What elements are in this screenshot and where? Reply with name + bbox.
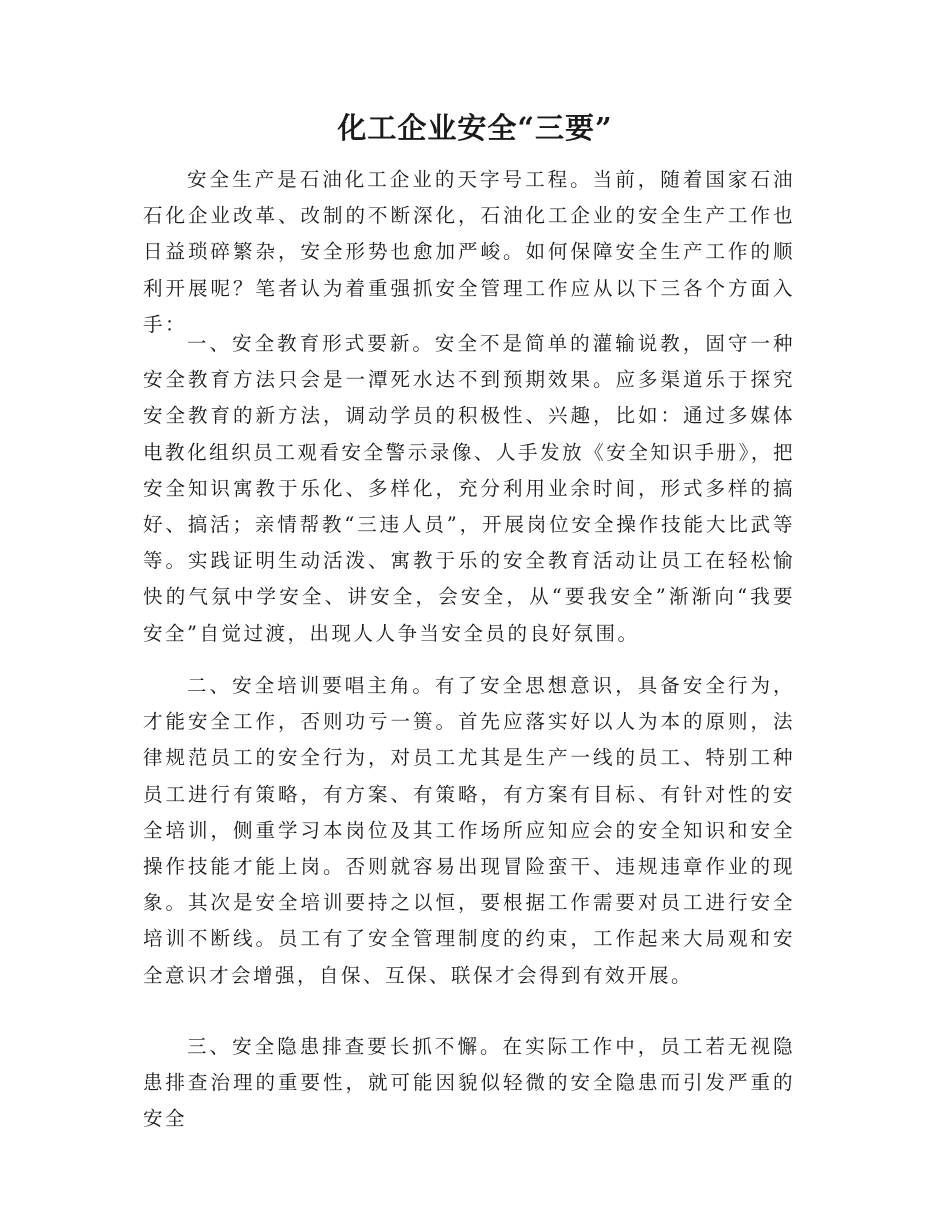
paragraph-hazard-inspection: 三、安全隐患排查要长抓不懈。在实际工作中，员工若无视隐患排查治理的重要性，就可能因貌似轻微的安全隐患而引发严重的安全 [143, 1035, 795, 1131]
document-title: 化工企业安全“三要” [337, 111, 613, 145]
paragraph-training: 二、安全培训要唱主角。有了安全思想意识，具备安全行为，才能安全工作，否则功亏一篑。首先应落实好以人为本的原则，法律规范员工的安全行为，对员工尤其是生产一线的员工、特别工种员工进行有策略，有方案、有策略，有方案有目标、有针对性的安全培训，侧重学习本岗位及其工作场所应知应会的安全知识和安全操作技能才能上岗。否则就容易出现冒险蛮干、违规违章作业的现象。其次是安全培训要持之以恒，要根据工作需要对员工进行安全培训不断线。员工有了安全管理制度的约束，工作起来大局观和安全意识才会增强，自保、互保、联保才会得到有效开展。 [143, 674, 795, 987]
paragraph-intro: 安全生产是石油化工企业的天字号工程。当前，随着国家石油石化企业改革、改制的不断深化，石油化工企业的安全生产工作也日益琐碎繁杂，安全形势也愈加严峻。如何保障安全生产工作的顺利开展呢？笔者认为着重强抓安全管理工作应从以下三各个方面入手： [143, 168, 795, 336]
paragraph-education: 一、安全教育形式要新。安全不是简单的灌输说教，固守一种安全教育方法只会是一潭死水达不到预期效果。应多渠道乐于探究安全教育的新方法，调动学员的积极性、兴趣，比如：通过多媒体电教化组织员工观看安全警示录像、人手发放《安全知识手册》，把安全知识寓教于乐化、多样化，充分利用业余时间，形式多样的搞好、搞活；亲情帮教“三违人员”，开展岗位安全操作技能大比武等等。实践证明生动活泼、寓教于乐的安全教育活动让员工在轻松愉快的气氛中学安全、讲安全，会安全，从“要我安全”渐渐向“我要安全”自觉过渡，出现人人争当安全员的良好氛围。 [143, 332, 795, 645]
